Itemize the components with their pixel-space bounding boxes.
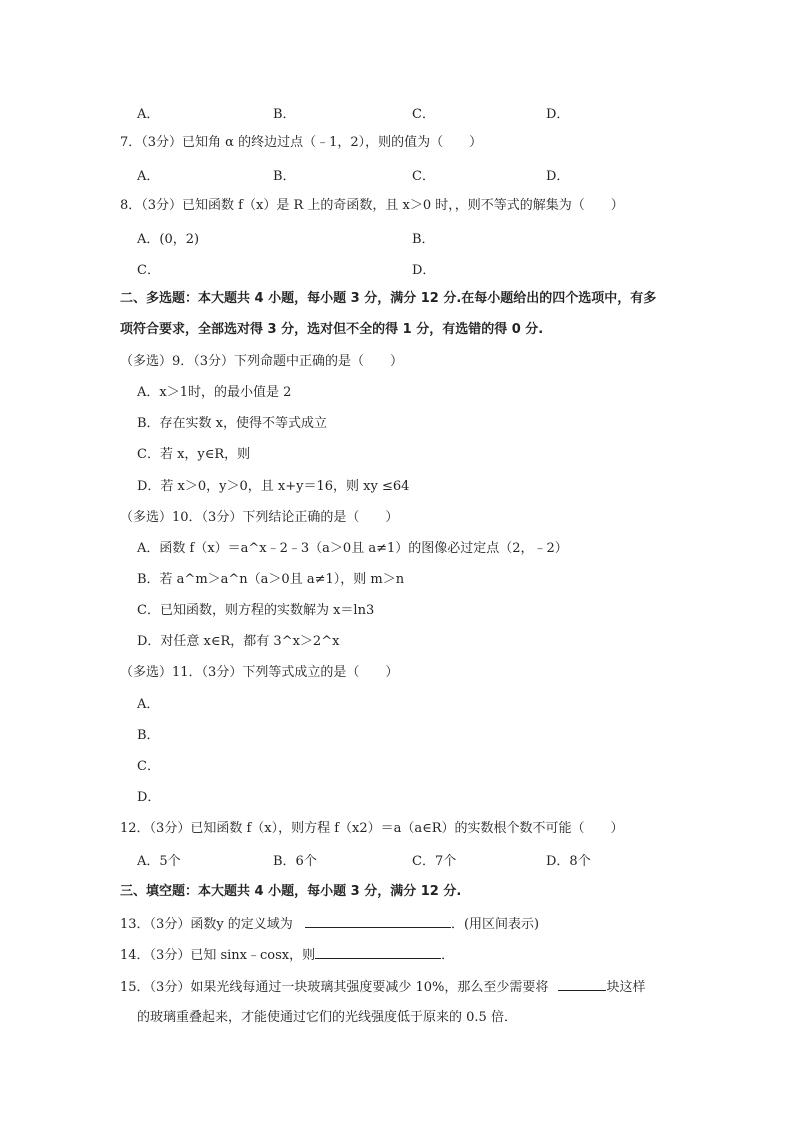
q9-option-c: C．若 x，y∈R，则 bbox=[137, 447, 251, 462]
q8-option-d: D． bbox=[412, 263, 436, 278]
q14-answer-blank[interactable] bbox=[315, 944, 441, 959]
q15-suffix: 块这样 bbox=[606, 980, 646, 995]
q11-option-a: A． bbox=[137, 697, 160, 712]
section2-heading-line1: 二、多选题：本大题共 4 小题，每小题 3 分，满分 12 分.在每小题给出的四个选项中，有多 bbox=[120, 291, 657, 306]
q13-answer-blank[interactable] bbox=[305, 913, 451, 928]
q7-option-c: C． bbox=[412, 169, 435, 184]
section3-heading: 三、填空题：本大题共 4 小题，每小题 3 分，满分 12 分. bbox=[120, 884, 462, 899]
q12-option-d: D．8个 bbox=[546, 854, 591, 869]
q7-option-a: A． bbox=[137, 169, 160, 184]
q12-option-a: A．5个 bbox=[137, 854, 181, 869]
q15-text: 15．（3分）如果光线每通过一块玻璃其强度要减少 10%，那么至少需要将 bbox=[120, 980, 549, 995]
q11-stem: （多选）11．（3分）下列等式成立的是（ ） bbox=[120, 665, 399, 680]
q14-text: 14．（3分）已知 sinx﹣cosx，则 bbox=[120, 948, 316, 963]
q9-stem: （多选）9．（3分）下列命题中正确的是（ ） bbox=[120, 354, 404, 369]
q8-option-a: A．(0，2) bbox=[137, 232, 200, 247]
q6-option-c: C． bbox=[412, 107, 435, 122]
q11-option-c: C． bbox=[137, 759, 160, 774]
q11-option-d: D． bbox=[137, 790, 161, 805]
q9-option-d: D．若 x＞0，y＞0，且 x+y＝16，则 xy ≤64 bbox=[137, 479, 410, 494]
q7-option-b: B． bbox=[273, 169, 296, 184]
q8-option-c: C． bbox=[137, 263, 160, 278]
q6-option-d: D． bbox=[546, 107, 570, 122]
q6-option-a: A． bbox=[137, 107, 160, 122]
q10-option-d: D．对任意 x∈R，都有 3^x＞2^x bbox=[137, 634, 340, 649]
q9-option-b: B．存在实数 x，使得不等式成立 bbox=[137, 416, 328, 431]
q10-option-b: B．若 a^m＞a^n（a＞0且 a≠1），则 m＞n bbox=[137, 572, 405, 587]
q10-option-c: C．已知函数，则方程的实数解为 x＝ln3 bbox=[137, 603, 375, 618]
q7-option-d: D． bbox=[546, 169, 570, 184]
q13-text: 13．（3分）函数y 的定义域为 bbox=[120, 917, 293, 932]
q14 bbox=[120, 944, 454, 964]
q12-stem: 12．（3分）已知函数 f（x），则方程 f（x2）＝a（a∈R）的实数根个数不可能（ ） bbox=[120, 821, 624, 836]
q12-option-b: B．6个 bbox=[273, 854, 317, 869]
q15-line1 bbox=[120, 976, 646, 996]
q11-option-b: B． bbox=[137, 728, 160, 743]
q14-suffix: ． bbox=[441, 948, 455, 963]
q6-option-b: B． bbox=[273, 107, 296, 122]
q8-stem: 8．（3分）已知函数 f（x）是 R 上的奇函数，且 x＞0 时，，则不等式的解集为（ ） bbox=[120, 198, 624, 213]
q13-suffix: ．(用区间表示) bbox=[450, 917, 540, 932]
q15-line2: 的玻璃重叠起来，才能使通过它们的光线强度低于原来的 0.5 倍． bbox=[137, 1010, 517, 1025]
q9-option-a: A．x＞1时，的最小值是 2 bbox=[137, 385, 292, 400]
q7-stem: 7．（3分）已知角 α 的终边过点（﹣1，2），则的值为（ ） bbox=[120, 135, 483, 150]
q15-answer-blank[interactable] bbox=[558, 976, 606, 991]
q12-option-c: C．7个 bbox=[412, 854, 457, 869]
section2-heading-line2: 项符合要求，全部选对得 3 分，选对但不全的得 1 分，有选错的得 0 分. bbox=[120, 322, 544, 337]
q13 bbox=[120, 913, 539, 933]
q10-option-a: A．函数 f（x）＝a^x﹣2﹣3（a＞0且 a≠1）的图像必过定点（2，﹣2） bbox=[137, 541, 568, 556]
q8-option-b: B． bbox=[412, 232, 435, 247]
q10-stem: （多选）10．（3分）下列结论正确的是（ ） bbox=[120, 510, 399, 525]
